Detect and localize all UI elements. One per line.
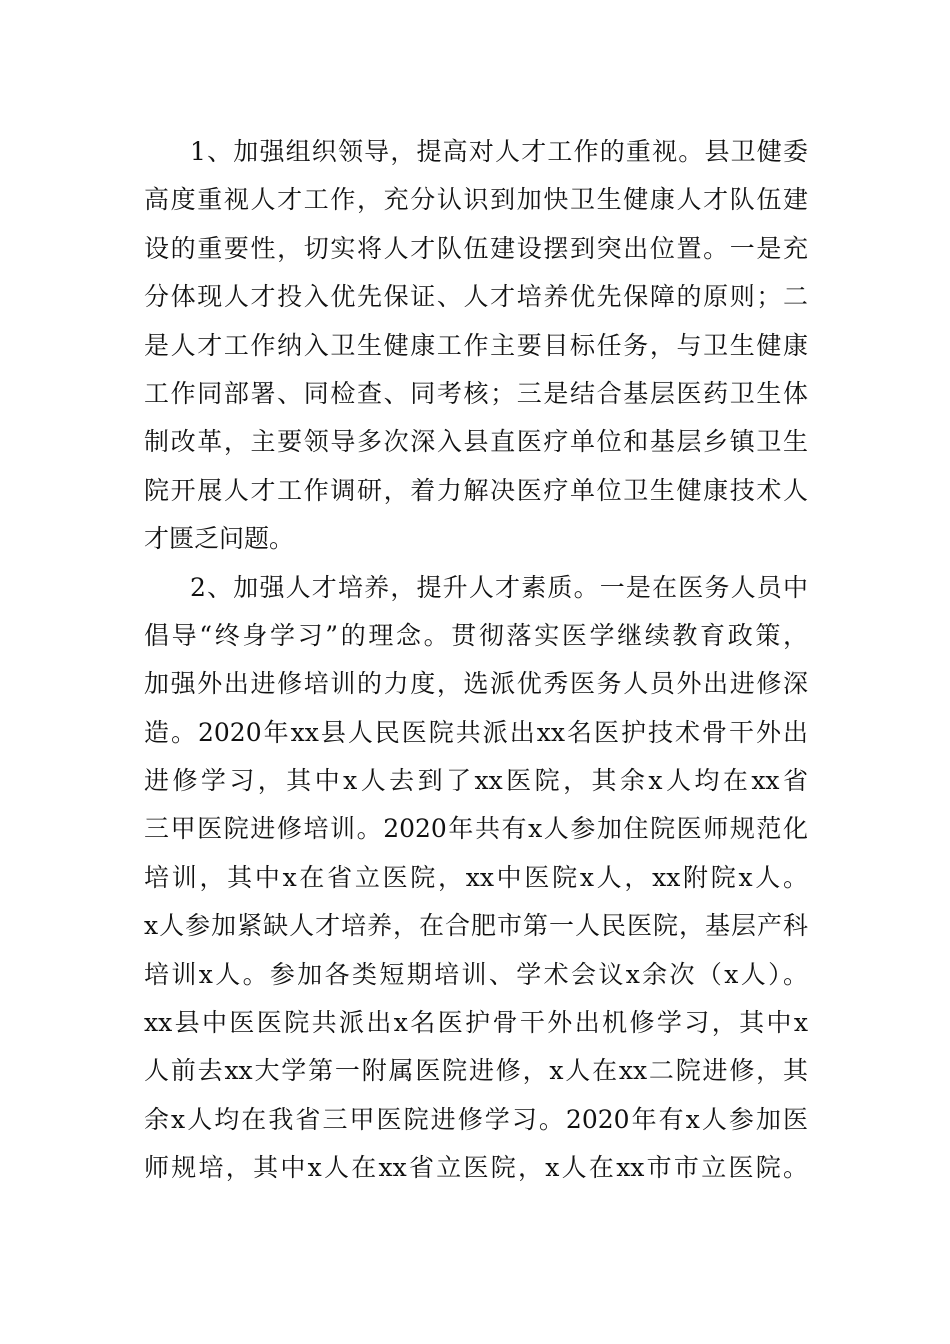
paragraph-line: 进修学习，其中x人去到了xx医院，其余x人均在xx省 <box>144 766 808 796</box>
paragraph-line: xx县中医医院共派出x名医护骨干外出机修学习，其中x <box>144 1008 808 1038</box>
paragraph-line: 培训，其中x在省立医院，xx中医院x人，xx附院x人。 <box>144 862 808 892</box>
paragraph-line: 工作同部署、同检查、同考核；三是结合基层医药卫生体 <box>144 378 808 408</box>
paragraph-line: 三甲医院进修培训。2020年共有x人参加住院医师规范化 <box>144 814 808 844</box>
paragraph-line: 倡导“终身学习”的理念。贯彻落实医学继续教育政策， <box>144 620 808 650</box>
paragraph-line: 余x人均在我省三甲医院进修学习。2020年有x人参加医 <box>144 1104 808 1134</box>
paragraph-line: 1、加强组织领导，提高对人才工作的重视。县卫健委 <box>190 137 808 166</box>
paragraph-line: 制改革，主要领导多次深入县直医疗单位和基层乡镇卫生 <box>144 427 808 457</box>
paragraph-line: 分体现人才投入优先保证、人才培养优先保障的原则；二 <box>144 282 808 312</box>
paragraph-line: 院开展人才工作调研，着力解决医疗单位卫生健康技术人 <box>144 475 808 505</box>
paragraph-2 <box>144 564 808 1193</box>
paragraph-line: 加强外出进修培训的力度，选派优秀医务人员外出进修深 <box>144 669 808 699</box>
paragraph-line: x人参加紧缺人才培养，在合肥市第一人民医院，基层产科 <box>144 911 808 941</box>
paragraph-line: 培训x人。参加各类短期培训、学术会议x余次（x人）。 <box>144 959 808 989</box>
paragraph-line: 是人才工作纳入卫生健康工作主要目标任务，与卫生健康 <box>144 330 808 360</box>
paragraph-line: 人前去xx大学第一附属医院进修，x人在xx二院进修，其 <box>144 1056 808 1086</box>
paragraph-line: 师规培，其中x人在xx省立医院，x人在xx市市立医院。 <box>144 1153 808 1183</box>
paragraph-line: 才匮乏问题。 <box>144 524 295 554</box>
paragraph-line: 设的重要性，切实将人才队伍建设摆到突出位置。一是充 <box>144 233 808 263</box>
paragraph-line: 造。2020年xx县人民医院共派出xx名医护技术骨干外出 <box>144 717 808 747</box>
document-body <box>144 128 808 1193</box>
paragraph-line: 2、加强人才培养，提升人才素质。一是在医务人员中 <box>190 572 808 602</box>
paragraph-line: 高度重视人才工作，充分认识到加快卫生健康人才队伍建 <box>144 185 808 215</box>
paragraph-1 <box>144 128 808 564</box>
